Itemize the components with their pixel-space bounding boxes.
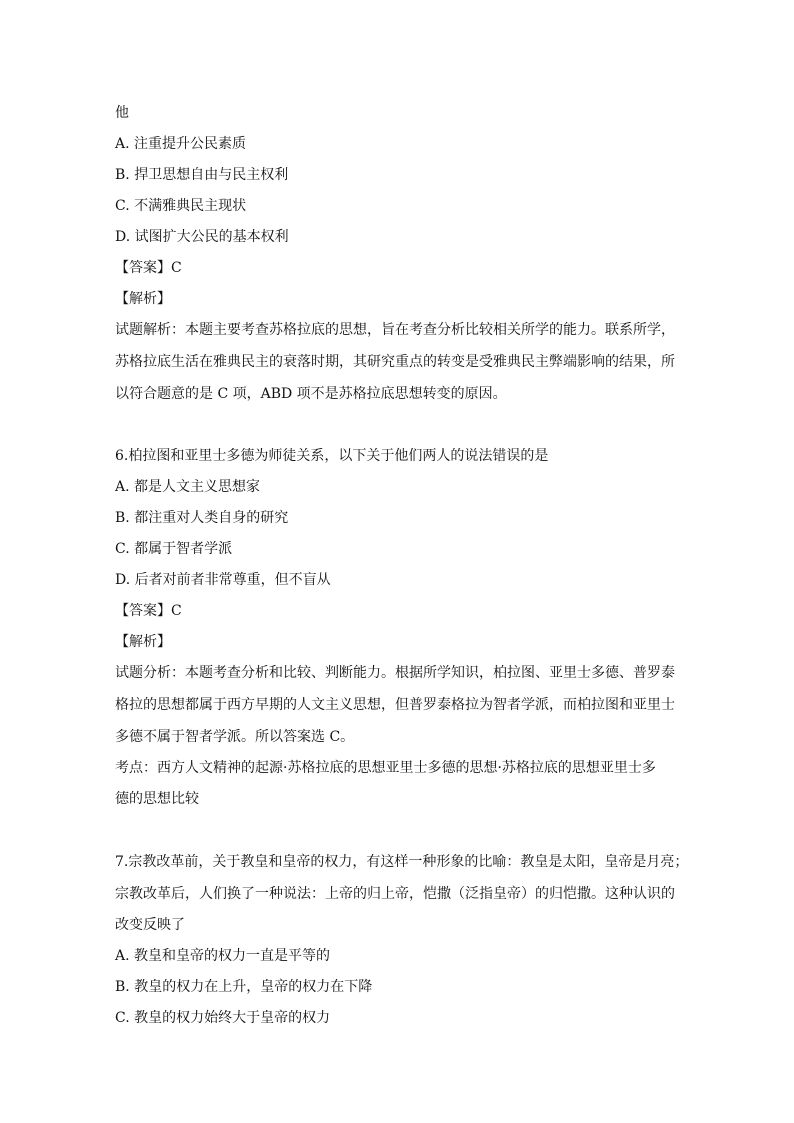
q5-option-a: A. 注重提升公民素质 — [115, 136, 247, 152]
q5-analysis-line-1: 试题解析：本题主要考查苏格拉底的思想，旨在考查分析比较相关所学的能力。联系所学， — [115, 322, 675, 338]
q6-analysis-label: 【解析】 — [115, 634, 171, 650]
q5-analysis-label: 【解析】 — [115, 291, 171, 307]
q5-stem-tail: 他 — [115, 105, 129, 121]
q6-option-c: C. 都属于智者学派 — [115, 541, 233, 557]
q7-option-a: A. 教皇和皇帝的权力一直是平等的 — [115, 948, 331, 964]
q5-answer: 【答案】C — [115, 260, 182, 276]
q6-analysis-line-1: 试题分析：本题考查分析和比较、判断能力。根据所学知识，柏拉图、亚里士多德、普罗泰 — [115, 665, 675, 681]
q6-kaodian-line-2: 德的思想比较 — [115, 791, 199, 807]
q7-stem-line-1: 7.宗教改革前，关于教皇和皇帝的权力，有这样一种形象的比喻：教皇是太阳，皇帝是月亮； — [115, 854, 689, 870]
q6-kaodian-line-1: 考点：西方人文精神的起源·苏格拉底的思想亚里士多德的思想·苏格拉底的思想亚里士多 — [115, 760, 656, 776]
q6-option-b: B. 都注重对人类自身的研究 — [115, 510, 289, 526]
q5-analysis-line-2: 苏格拉底生活在雅典民主的衰落时期，其研究重点的转变是受雅典民主弊端影响的结果，所 — [115, 354, 675, 370]
q5-analysis-line-3: 以符合题意的是 C 项，ABD 项不是苏格拉底思想转变的原因。 — [115, 386, 507, 402]
q7-option-b: B. 教皇的权力在上升，皇帝的权力在下降 — [115, 979, 373, 995]
q6-answer: 【答案】C — [115, 603, 182, 619]
q5-option-b: B. 捍卫思想自由与民主权利 — [115, 167, 289, 183]
q6-stem: 6.柏拉图和亚里士多德为师徒关系，以下关于他们两人的说法错误的是 — [115, 448, 549, 464]
q5-option-d: D. 试图扩大公民的基本权利 — [115, 229, 289, 245]
q7-stem-line-2: 宗教改革后，人们换了一种说法：上帝的归上帝，恺撒（泛指皇帝）的归恺撒。这种认识的 — [115, 886, 675, 902]
q6-analysis-line-3: 多德不属于智者学派。所以答案选 C。 — [115, 729, 355, 745]
q6-option-a: A. 都是人文主义思想家 — [115, 479, 261, 495]
q7-option-c: C. 教皇的权力始终大于皇帝的权力 — [115, 1010, 331, 1026]
q7-stem-line-3: 改变反映了 — [115, 917, 185, 933]
q6-analysis-line-2: 格拉的思想都属于西方早期的人文主义思想，但普罗泰格拉为智者学派，而柏拉图和亚里士 — [115, 697, 675, 713]
q6-option-d: D. 后者对前者非常尊重，但不盲从 — [115, 572, 331, 588]
q5-option-c: C. 不满雅典民主现状 — [115, 198, 247, 214]
